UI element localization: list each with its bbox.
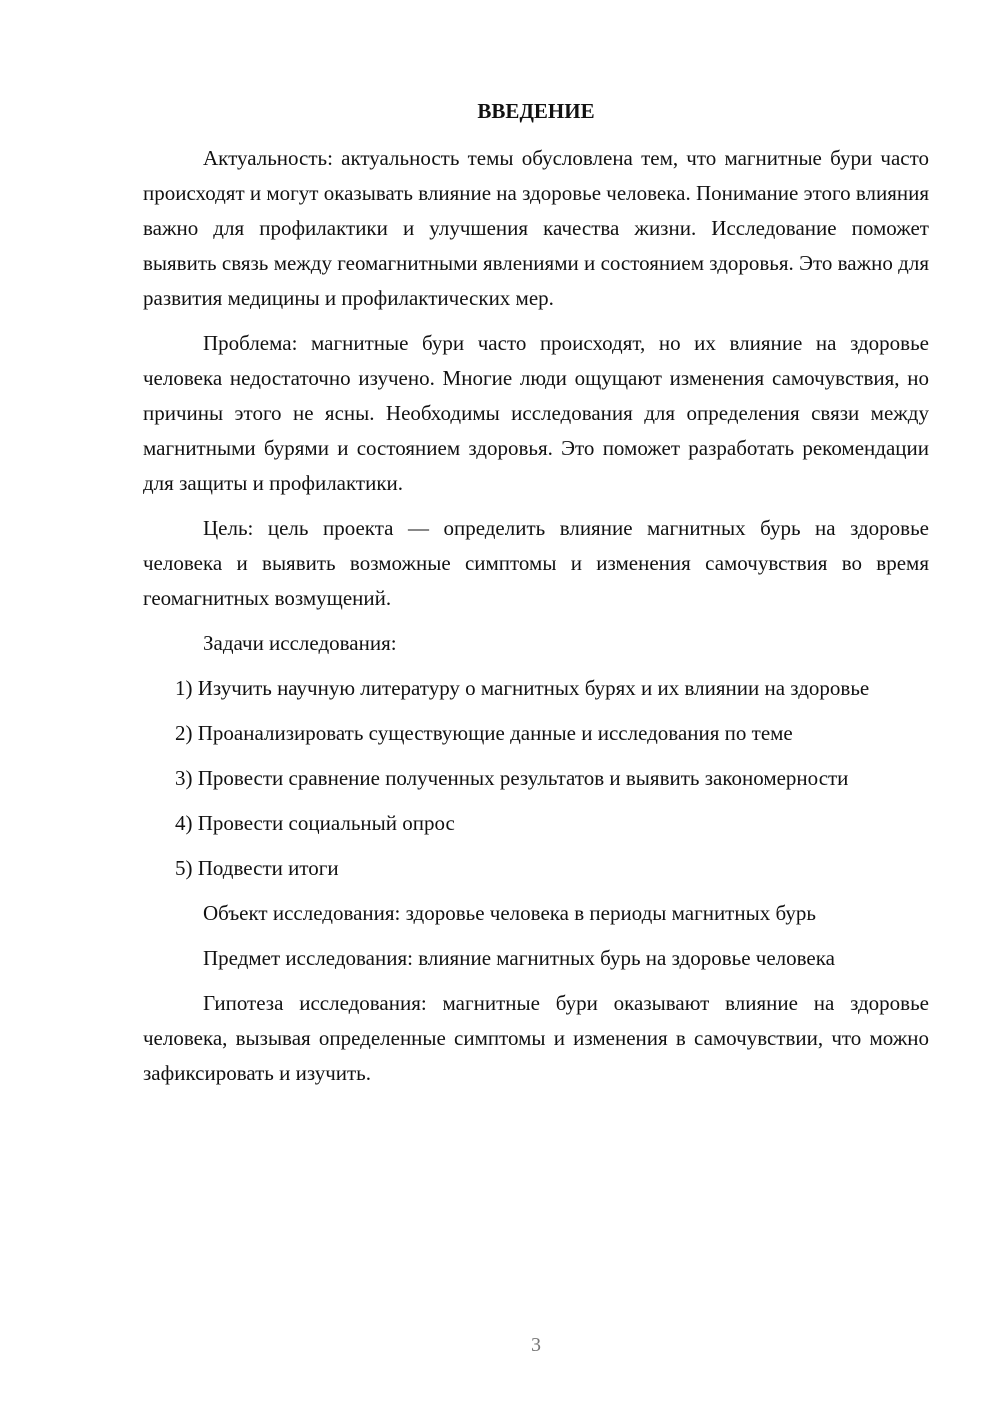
task-item-4: 4) Провести социальный опрос: [175, 811, 455, 835]
task-item-2: 2) Проанализировать существующие данные и исследования по теме: [175, 721, 793, 745]
paragraph-goal: Цель: цель проекта — определить влияние магнитных бурь на здоровье человека и выявить возможные симптомы и изменения самочувствия во время геомагнитных возмущений.: [143, 516, 929, 610]
page-number: 3: [531, 1334, 541, 1356]
paragraph-object: Объект исследования: здоровье человека в периоды магнитных бурь: [203, 901, 816, 925]
page-content: [143, 94, 929, 1101]
tasks-list: [143, 671, 929, 886]
task-item-5: 5) Подвести итоги: [175, 856, 339, 880]
paragraph-hypothesis: Гипотеза исследования: магнитные бури оказывают влияние на здоровье человека, вызывая определенные симптомы и изменения в самочувствии, что можно зафиксировать и изучить.: [143, 991, 929, 1085]
paragraph-relevance: Актуальность: актуальность темы обусловлена тем, что магнитные бури часто происходят и могут оказывать влияние на здоровье человека. Понимание этого влияния важно для профилактики и улучшения качества жизни. Исследование поможет выявить связь между геомагнитными явлениями и состоянием здоровья. Это важно для развития медицины и профилактических мер.: [143, 146, 930, 310]
paragraph-problem: Проблема: магнитные бури часто происходят, но их влияние на здоровье человека недостаточно изучено. Многие люди ощущают изменения самочувствия, но причины этого не ясны. Необходимы исследования для определения связи между магнитными бурями и состоянием здоровья. Это поможет разработать рекомендации для защиты и профилактики.: [143, 331, 929, 495]
task-item-3: 3) Провести сравнение полученных результатов и выявить закономерности: [175, 766, 849, 790]
task-item-1: 1) Изучить научную литературу о магнитных бурях и их влиянии на здоровье: [175, 676, 870, 700]
tasks-heading: Задачи исследования:: [203, 631, 397, 655]
page-title: ВВЕДЕНИЕ: [477, 99, 595, 123]
paragraph-subject: Предмет исследования: влияние магнитных бурь на здоровье человека: [203, 946, 835, 970]
